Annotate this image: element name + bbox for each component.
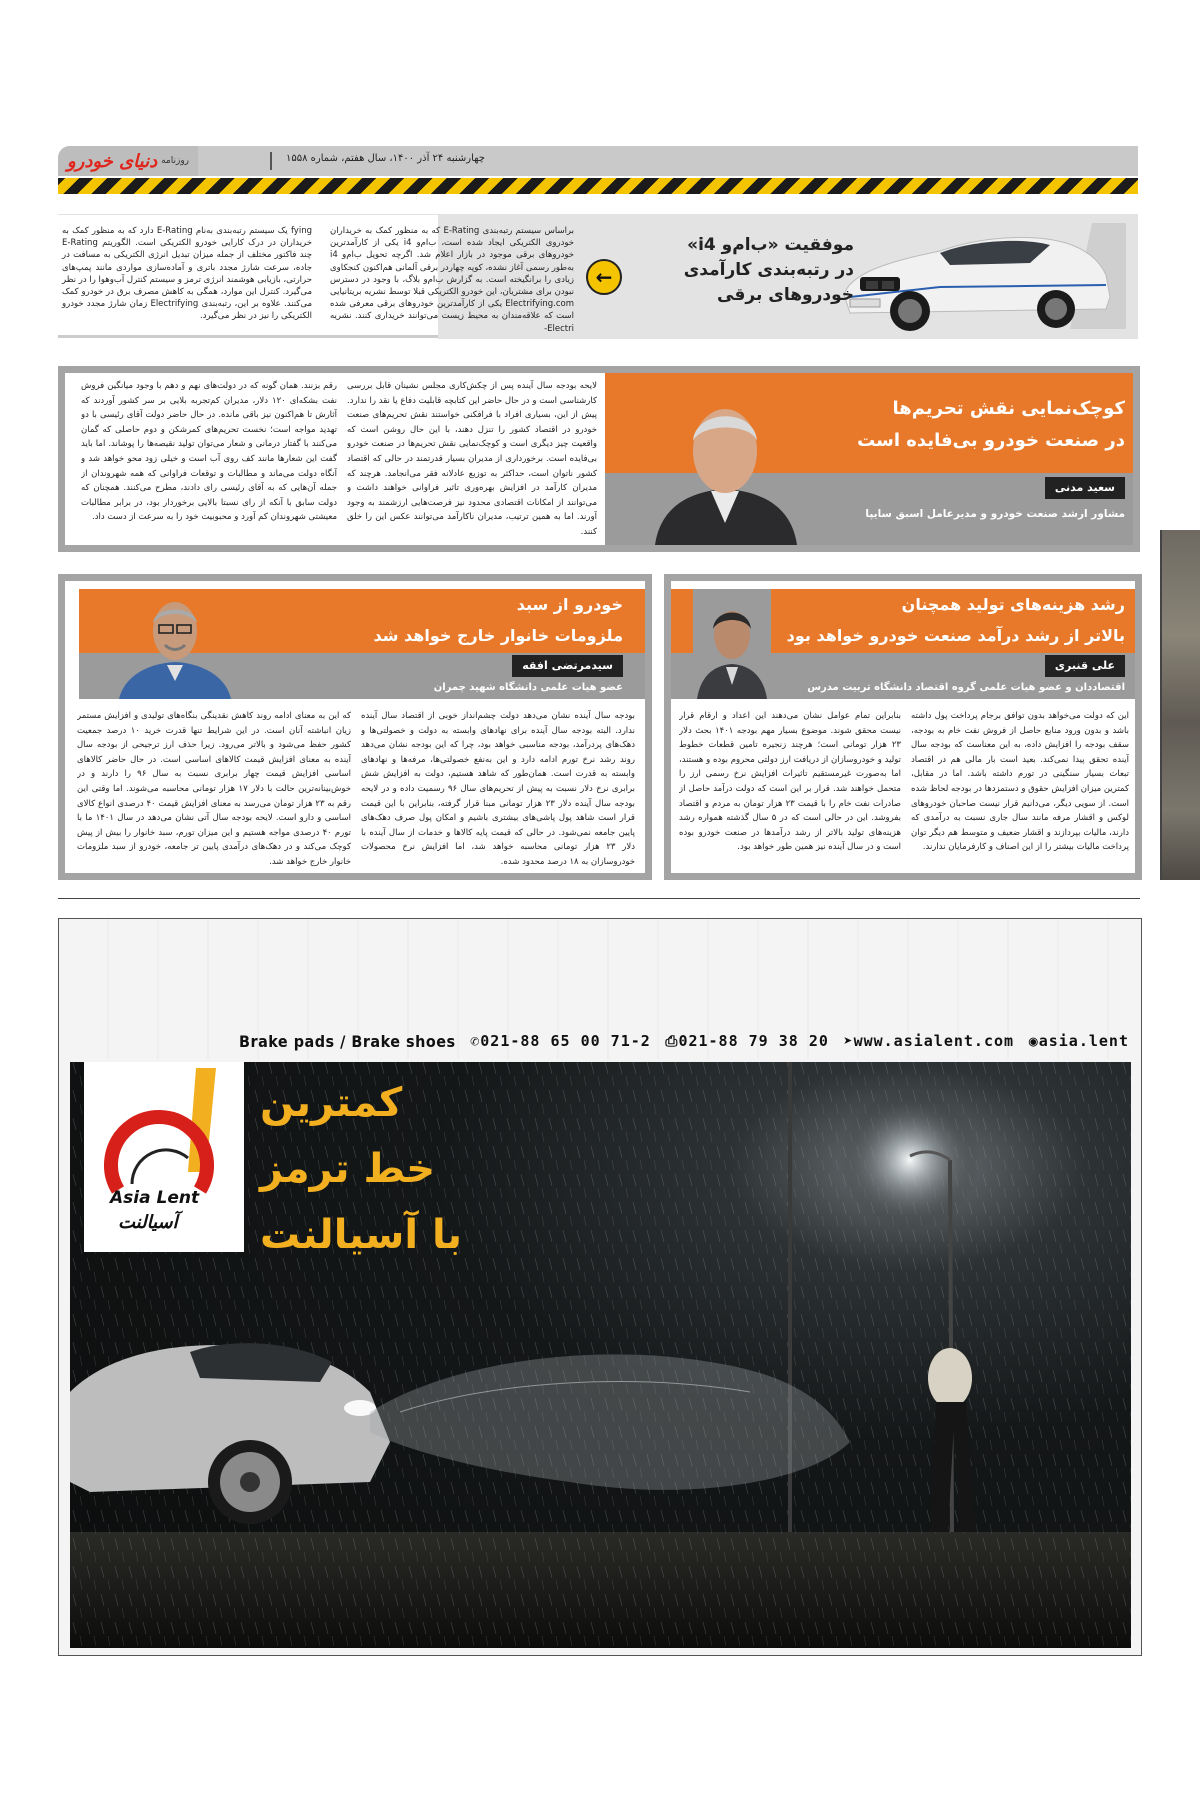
author-photo-ali-ghanbari [693, 589, 771, 699]
phone-number: 021-88 65 00 71-2 [480, 1032, 651, 1050]
newspaper-logo-text: دنیای خودرو [66, 150, 158, 172]
website-url: www.asialent.com [853, 1032, 1015, 1050]
phone-contact: ✆021-88 65 00 71-2 [470, 1032, 651, 1050]
bmw-article-title [628, 233, 854, 308]
arrow-left-icon[interactable]: ← [586, 259, 622, 295]
sanctions-article [58, 366, 1140, 552]
ad-slogan [260, 1070, 462, 1268]
sanctions-title-line: کوچک‌نمایی نقش تحریم‌ها [892, 398, 1125, 419]
author-description: اقتصاددان و عضو هیات علمی گروه اقتصاد دانشگاه تربیت مدرس [807, 682, 1125, 693]
section-divider [58, 898, 1140, 899]
author-name-tag: سعید مدنی [1045, 477, 1125, 499]
instagram-icon: ◉ [1028, 1032, 1039, 1050]
basket-article-column-2: که این به معنای ادامه روند کاهش نقدینگی بنگاه‌های تولیدی و افزایش مستمر زیان انباشته آنان است. در این شرایط تنها قدرت خرید ۱۰ درصد جمعیت کشور حفظ می‌شود و بالاتر می‌رود. زیرا حذف ارز ترجیحی از بودجه سال آینده به معنای افزایش قیمت کالاهای اساسی است. در حال حاضر کالاهای اساسی افزایش قیمت چهار برابری نسبت به سال ۹۶ را دارند و در خوش‌بینانه‌ترین حالت با دلار ۱۷ هزار تومانی محاسبه می‌شوند. اما وقتی این رقم به ۲۳ هزار تومان می‌رسد به معنای افزایش قیمت ۴۰ درصدی انواع کالای اساسی و دارو است. لایحه بودجه سال آتی نشان می‌دهد در سال ۱۴۰۱ ما با تورم ۴۰ درصدی مواجه هستیم و این میزان تورم، سبد خانوار را بیش از پیش کوچک می‌کند و در دهک‌های درآمدی پایین تر جامعه، خودرو از سبد ملزومات خانوار خارج خواهد شد. [77, 711, 351, 867]
author-photo-morteza-afghah [105, 589, 245, 699]
newspaper-logo-small: روزنامه [161, 156, 190, 166]
asialent-advertisement[interactable] [58, 918, 1142, 1656]
ad-slogan-line: خط ترمز [260, 1146, 436, 1192]
costs-title-line: رشد هزینه‌های تولید همچنان [901, 595, 1125, 614]
sanctions-title-line: در صنعت خودرو بی‌فایده است [857, 430, 1125, 451]
fax-number: 021-88 79 38 20 [678, 1032, 829, 1050]
basket-article-column-1: بودجه سال آینده نشان می‌دهد دولت چشم‌انداز خوبی از اقتصاد سال آینده ندارد. البته بودجه سال آینده برای نهادهای وابسته به دولت و خصولتی‌ها و دهک‌های پردرآمد، بودجه مناسبی خواهد بود، چرا که این بودجه نشان می‌دهد روند رشد نرخ تورم ادامه دارد و این به‌نفع خصولتی‌ها، مرفه‌ها و نهادهای وابسته به قدرت است. همان‌طور که شاهد هستیم، دولت به افزایش شش برابری نرخ دلار نسبت به پیش از تحریم‌های سال ۹۶ رسمیت داده و در لایحه بودجه سال آینده دلار ۲۳ هزار تومانی مبنا قرار گرفته، بنابراین با این قیمت قرار است شاهد پول پاشی‌های بیشتری باشیم و امکان پول صرف دهک‌های پایین جامعه نمی‌شود. در حالی که قیمت پایه کالاها و خدمات از سال آینده با دلار ۲۳ هزار تومانی محاسبه خواهد شد، اما افزایش نرخ محصولات خودروسازان به ۱۸ درصد محدود شده. [361, 711, 635, 867]
asialent-logo-fa: آسیالنت [118, 1212, 178, 1233]
ad-slogan-line: با آسیالنت [260, 1212, 463, 1258]
author-name-tag: سیدمرتضی افقه [512, 655, 623, 677]
brake-products-label: Brake pads / Brake shoes [239, 1031, 456, 1051]
asialent-logo-en: Asia Lent [110, 1188, 200, 1208]
asialent-logo[interactable] [84, 1062, 244, 1252]
author-name-tag: علی قنبری [1045, 655, 1125, 677]
bmw-article [58, 214, 1138, 338]
author-description: عضو هیات علمی دانشگاه شهید چمران [433, 682, 623, 693]
newspaper-logo[interactable] [58, 146, 198, 176]
side-photo-parked-cars [1160, 530, 1200, 880]
bmw-title-line: در رتبه‌بندی کارآمدی [683, 260, 854, 280]
bmw-article-body-right: براساس سیستم رتبه‌بندی E-Rating که به منظور کمک به خریداران خودروی الکتریکی ایجاد شده است، ب‌ام‌و i4 یکی از کارآمدترین خودروهای برقی موجود در بازار اعلام شد. اگرچه تحویل ب‌ام‌و i4 به‌طور رسمی آغاز نشده، کوپه چهاردر برقی آلمانی هم‌اکنون کنجکاوی زیادی را برانگیخته است. به گزارش ب‌ام‌و بلاگ، با وجود در دسترس نبودن برای مشتریان، این خودرو الکتریکی قبلا توسط نشریه بریتانیایی Electrifying.com یکی از کارآمدترین خودروهای برقی معرفی شده است که علاقه‌مندان به محیط زیست می‌توانند خریداری کنند. نشریه Electri- [330, 226, 574, 334]
sanctions-article-column-2: رقم بزنند. همان گونه که در دولت‌های نهم و دهم با وجود میانگین فروش نفت بشکه‌ای ۱۲۰ دلار، مدیران کم‌تجربه بلایی بر سر کشور آوردند که آثارش تا هم‌اکنون نیز باقی مانده. در حال حاضر دولت آقای رئیسی با دو تهدید مواجه است؛ نخست تحریم‌های کمرشکن و دوم حاصلی که گمان می‌کنند با گفتار درمانی و شعار می‌توان تولید نقیصه‌ها را پوشاند. اما باید گفت این شعارها مانند کف روی آب است و خیلی زود محو خواهد شد و آنگاه دولت می‌ماند و مطالبات و توقعات فراوانی که همه شهروندان از جمله آن‌هایی که به آقای رئیسی رای دادند، مطرح می‌کنند. همچنان که دولت سابق با آنکه از رای نسبتا بالایی برخوردار بود، در برابر مطالبات معیشتی شهروندان کم آورد و محبوبیت خود را به سرعت از دست داد. [81, 381, 337, 523]
ad-contact-bar [239, 1029, 1129, 1053]
basket-article [58, 574, 652, 880]
author-photo-saeed-madani [625, 383, 825, 545]
ad-slogan-line: کمترین [260, 1080, 403, 1126]
ad-night-rain-photo [70, 1062, 1131, 1648]
hazard-stripe-divider [58, 178, 1138, 194]
masthead [58, 146, 1138, 176]
website-contact[interactable]: ➤www.asialent.com [843, 1032, 1015, 1050]
masthead-divider [270, 152, 272, 170]
instagram-handle: asia.lent [1038, 1032, 1129, 1050]
costs-article-column-1: این که دولت می‌خواهد بدون توافق برجام پرداخت پول داشته باشد و بدون ورود منابع حاصل از فروش نفت خام به بودجه، سقف بودجه را افزایش داده، به این معناست که بودجه سال آینده تحقق پیدا نمی‌کند. بعید است بار مالی هم در اقتصاد تبعات بسیار سنگینی در تورم داشته باشد. اما در مقابل، کمترین میزان افزایش حقوق و دستمزدها در بودجه لحاظ شده است. از سویی دیگر، می‌دانیم قرار نیست صاحبان خودروهای لوکس و اقشار مرفه مانند سال جاری نسبت به درآمدی که دارند، مالیات بپردازند و اقشار ضعیف و متوسط هم دیگر توان پرداخت مالیات بیشتر را از این اصناف و کارفرمایان ندارند. [911, 711, 1129, 853]
basket-article-title [283, 589, 623, 651]
bmw-i4-car-image [830, 217, 1130, 335]
basket-title-line: خودرو از سبد [516, 595, 623, 614]
costs-title-line: بالاتر از رشد درآمد صنعت خودرو خواهد بود [786, 626, 1125, 645]
bmw-title-line: موفقیت «ب‌ام‌و i4» [687, 235, 854, 255]
instagram-contact[interactable] [1029, 1032, 1129, 1050]
fax-contact: ⎙021-88 79 38 20 [665, 1032, 829, 1050]
bmw-article-body-left: fying یک سیستم رتبه‌بندی به‌نام E-Rating دارد که به منظور کمک به خریداران در درک کارایی خودرو الکتریکی است. الگوریتم E-Rating چند فاکتور مختلف از جمله میزان تبدیل انرژی الکتریکی به مسافت در جاده، سرعت شارژ مجدد باتری و آماده‌سازی مواردی مانند پمپ‌های حرارتی، بازیابی هوشمند انرژی ترمز و سیستم کنترل آب‌وهوا را در نظر می‌گیرد. کنترل این موارد، همگی به کاهش مصرف برق در خودرو کمک می‌کنند. علاوه بر این، رتبه‌بندی Electrifying زمان شارژ مجدد خودرو الکتریکی را نیز در نظر می‌گیرد. [62, 226, 312, 322]
author-description: مشاور ارشد صنعت خودرو و مدیرعامل اسبق سایپا [865, 508, 1125, 520]
costs-article-column-2: بنابراین تمام عوامل نشان می‌دهند این اعداد و ارقام قرار نیست محقق شوند. موضوع بسیار مهم بودجه ۱۴۰۱ بحث دلار ۲۳ هزار تومانی است؛ هرچند زنجیره تامین قطعات خطوط تولید و خودروسازان از دریافت ارز دولتی محروم بوده و هستند، اما به‌صورت غیرمستقیم تاثیرات افزایش نرخ رسمی ارز را متحمل خواهند شد. قرار بر این است که دولت درآمد حاصل از صادرات نفت خام را با قیمت ۲۳ هزار تومان به مردم و اقتصاد بفروشد. این در حالی است که در ۵ سال گذشته همواره رشد هزینه‌های تولید بالاتر از رشد درآمدها در صنعت خودرو بوده است و در سال آینده نیز همین طور خواهد بود. [679, 711, 901, 853]
issue-info: چهارشنبه ۲۴ آذر ۱۴۰۰، سال هفتم، شماره ۱۵۵۸ [286, 153, 485, 164]
bmw-title-line: خودروهای برقی [717, 285, 854, 305]
basket-title-line: ملزومات خانوار خارج خواهد شد [373, 626, 623, 645]
costs-article [664, 574, 1142, 880]
sanctions-article-column-1: لایحه بودجه سال آینده پس از چکش‌کاری مجلس نشینان قابل بررسی کارشناسی است و در حال حاضر این کتابچه قابلیت دفاع یا نقد را ندارد. پیش از این، بسیاری افراد با فرافکنی خواستند نقش تحریم‌های صنعت خودرو در اقتصاد کشور را تنزل دهند، با این حال روشن است که واقعیت چیز دیگری است و کوچک‌نمایی نقش تحریم‌ها در صنعت خودرو بی‌فایده است. برخورداری از مدیران بسیار قدرتمند در حالی که اقتصاد کشور ناتوان است، حداکثر به توزیع عادلانه فقر می‌انجامد. هرچند که مدیران کارآمد در افزایش بهره‌وری تاثیر فراوانی خواهند داشت و می‌توانند از امکانات اقتصادی محدود نیز فرصت‌هایی ارزشمند به وجود آورند. اما به همین ترتیب، مدیران ناکارآمد می‌توانند عکس این را خلق کنند. [347, 381, 597, 537]
